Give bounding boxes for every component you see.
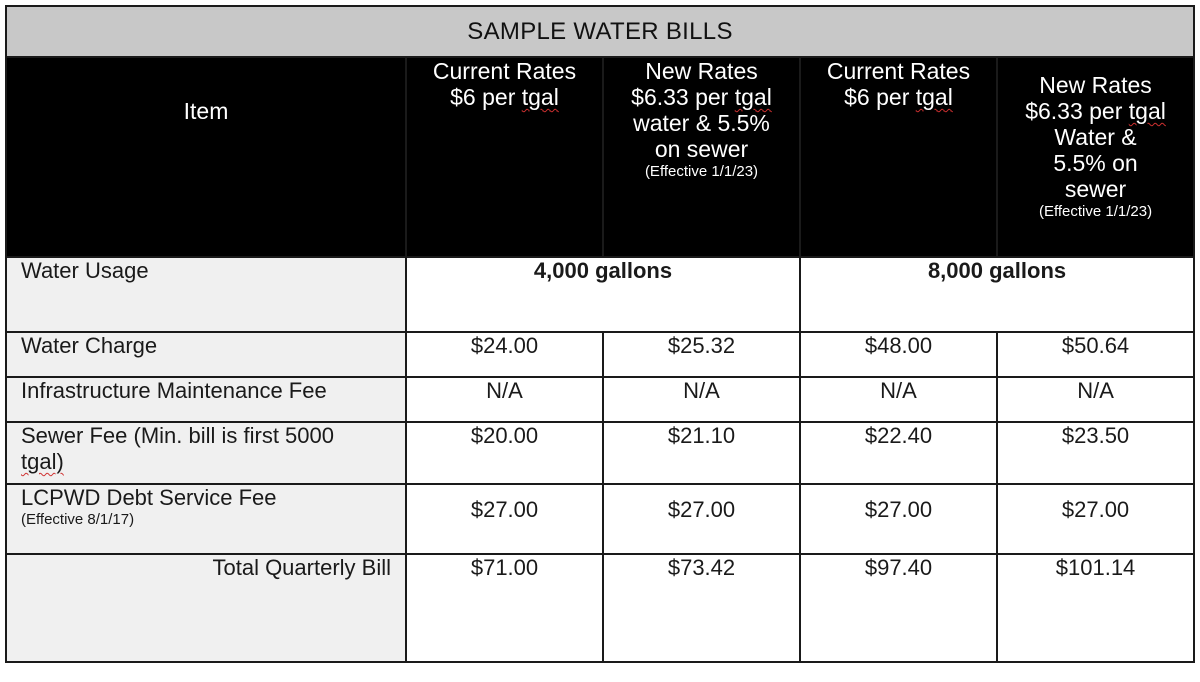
header-item bbox=[6, 57, 406, 257]
table-cell: $25.32 bbox=[603, 332, 800, 377]
total-cell: $97.40 bbox=[800, 554, 997, 662]
debt-effective-date: (Effective 8/1/17) bbox=[21, 511, 135, 528]
table-cell: $50.64 bbox=[997, 332, 1194, 377]
row-label-water-usage: Water Usage bbox=[6, 257, 406, 332]
header-line: Water & bbox=[1054, 124, 1137, 150]
header-new-rates-1 bbox=[603, 57, 800, 257]
header-row bbox=[6, 57, 1194, 257]
table-cell: N/A bbox=[997, 377, 1194, 422]
header-line: sewer bbox=[1064, 176, 1127, 202]
header-item-label: Item bbox=[183, 98, 229, 124]
table-cell: $22.40 bbox=[800, 422, 997, 484]
table-cell: $48.00 bbox=[800, 332, 997, 377]
header-current-rates-1 bbox=[406, 57, 603, 257]
table-cell: $27.00 bbox=[603, 484, 800, 554]
table-cell: N/A bbox=[406, 377, 603, 422]
table-row bbox=[6, 332, 1194, 377]
header-line: $6 per tgal bbox=[844, 84, 953, 110]
header-line: on sewer bbox=[654, 136, 749, 162]
row-label-sewer-fee bbox=[6, 422, 406, 484]
debt-label: LCPWD Debt Service Fee bbox=[21, 485, 277, 510]
table-cell: $20.00 bbox=[406, 422, 603, 484]
header-line: $6.33 per tgal bbox=[631, 84, 772, 110]
header-line: New Rates bbox=[1039, 72, 1152, 98]
sample-water-bills-table bbox=[5, 5, 1195, 663]
header-new-rates-2 bbox=[997, 57, 1194, 257]
table-cell: $23.50 bbox=[997, 422, 1194, 484]
total-cell: $73.42 bbox=[603, 554, 800, 662]
table-cell: N/A bbox=[800, 377, 997, 422]
table-cell: $27.00 bbox=[406, 484, 603, 554]
total-cell: $71.00 bbox=[406, 554, 603, 662]
table-cell: $27.00 bbox=[997, 484, 1194, 554]
row-label-water-charge: Water Charge bbox=[6, 332, 406, 377]
header-line: New Rates bbox=[645, 58, 758, 84]
table-cell: $21.10 bbox=[603, 422, 800, 484]
table-row bbox=[6, 484, 1194, 554]
header-line: Current Rates bbox=[432, 58, 577, 84]
title-row bbox=[6, 6, 1194, 57]
row-label-infrastructure-fee: Infrastructure Maintenance Fee bbox=[6, 377, 406, 422]
header-line bbox=[407, 84, 602, 110]
header-effective-date: (Effective 1/1/23) bbox=[644, 163, 759, 180]
row-label-total-quarterly-bill: Total Quarterly Bill bbox=[6, 554, 406, 662]
header-line: 5.5% on bbox=[1053, 150, 1138, 176]
sewer-label-line: Sewer Fee (Min. bill is first 5000 bbox=[21, 423, 334, 448]
header-line: water & 5.5% bbox=[633, 110, 770, 136]
header-rate-text: $6 per tgal bbox=[450, 84, 559, 110]
table-cell: $27.00 bbox=[800, 484, 997, 554]
table-row bbox=[6, 422, 1194, 484]
usage-8000-gallons: 8,000 gallons bbox=[800, 257, 1194, 332]
total-cell: $101.14 bbox=[997, 554, 1194, 662]
sewer-label-line: tgal) bbox=[21, 449, 64, 474]
table-cell: N/A bbox=[603, 377, 800, 422]
row-label-debt-service-fee bbox=[6, 484, 406, 554]
table-title: SAMPLE WATER BILLS bbox=[6, 6, 1194, 57]
table-row bbox=[6, 257, 1194, 332]
header-current-rates-2 bbox=[800, 57, 997, 257]
table-row bbox=[6, 377, 1194, 422]
header-line: Current Rates bbox=[826, 58, 971, 84]
usage-4000-gallons: 4,000 gallons bbox=[406, 257, 800, 332]
table-cell: $24.00 bbox=[406, 332, 603, 377]
table-row-total bbox=[6, 554, 1194, 662]
header-effective-date: (Effective 1/1/23) bbox=[1038, 203, 1153, 220]
header-line: $6.33 per tgal bbox=[1025, 98, 1166, 124]
